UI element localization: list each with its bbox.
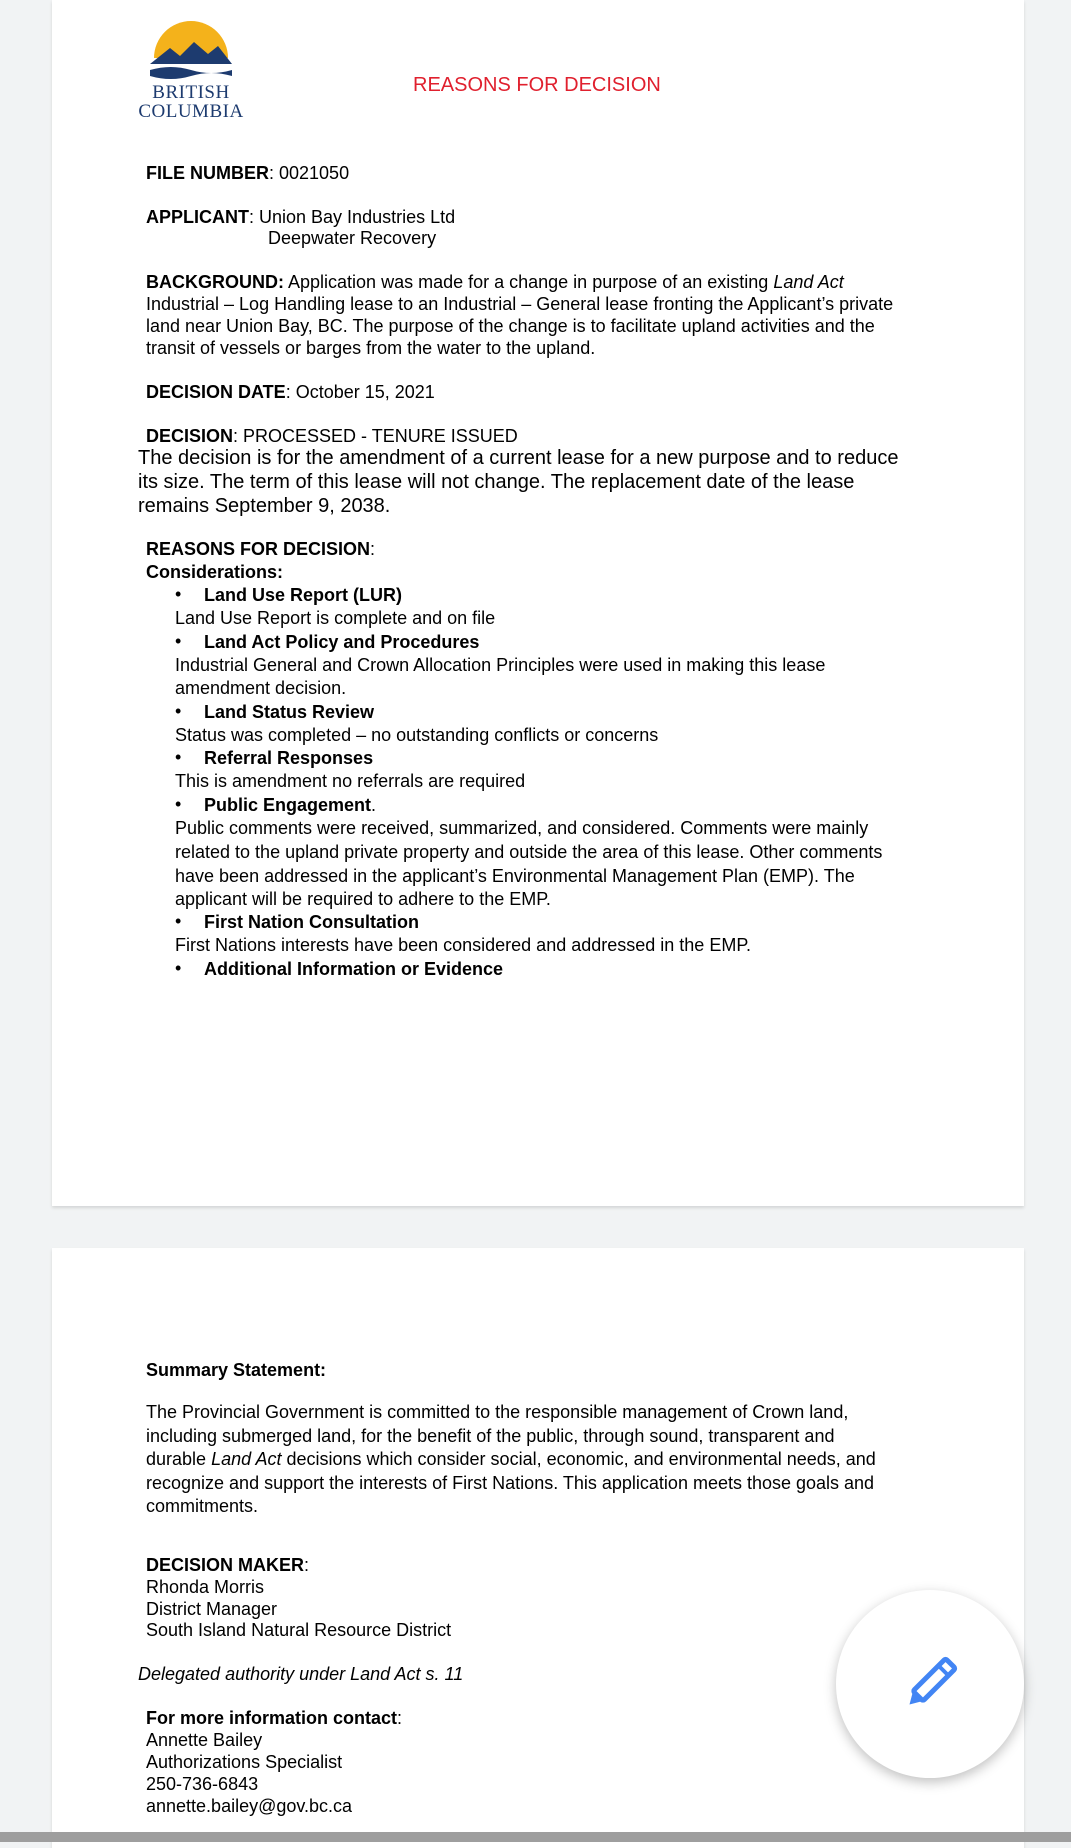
file-number-label: FILE NUMBER — [146, 163, 269, 183]
decision-date-label: DECISION DATE — [146, 382, 286, 402]
considerations-heading: Considerations: — [146, 562, 284, 582]
consideration-text: Land Use Report is complete and on file — [175, 608, 496, 628]
summary-line-4: recognize and support the interests of First Nations. This application meets those goals and — [146, 1473, 875, 1493]
decision-maker-heading: DECISION MAKER: — [146, 1555, 310, 1575]
applicant — [146, 206, 455, 228]
consideration-text: related to the upland private property and outside the area of this lease. Other comments — [175, 842, 883, 862]
background-label: BACKGROUND: — [146, 272, 284, 292]
bc-logo — [136, 20, 246, 122]
delegated-authority: Delegated authority under Land Act s. 11 — [138, 1664, 464, 1684]
decision-date — [146, 381, 435, 403]
bullet-icon: • — [175, 584, 182, 604]
bullet-icon: • — [175, 794, 182, 814]
consideration-text: Industrial General and Crown Allocation Principles were used in making this lease — [175, 655, 826, 675]
bullet-icon: • — [175, 701, 182, 721]
decision-label: DECISION — [146, 426, 234, 446]
consideration-text: This is amendment no referrals are required — [175, 771, 526, 791]
file-number-value: : 0021050 — [269, 163, 350, 183]
consideration-text: applicant will be required to adhere to the EMP. — [175, 889, 551, 909]
background-line-1: BACKGROUND: Application was made for a change in purpose of an existing Land Act — [146, 272, 844, 292]
contact-title: Authorizations Specialist — [146, 1752, 343, 1772]
background-line-3: land near Union Bay, BC. The purpose of the change is to facilitate upland activities and the — [146, 316, 875, 336]
decision-line-2: its size. The term of this lease will not change. The replacement date of the lease — [138, 471, 855, 493]
summary-line-2: including submerged land, for the benefit of the public, through sound, transparent and — [146, 1426, 835, 1446]
summary-line-3: durable Land Act decisions which consider social, economic, and environmental needs, and — [146, 1449, 876, 1469]
reasons-heading: REASONS FOR DECISION: — [146, 539, 376, 559]
contact-email[interactable]: annette.bailey@gov.bc.ca — [146, 1796, 353, 1816]
decision-value: : PROCESSED - TENURE ISSUED — [233, 426, 518, 446]
decision-line-3: remains September 9, 2038. — [138, 495, 391, 517]
consideration-title: Additional Information or Evidence — [204, 959, 504, 979]
contact-heading: For more information contact: — [146, 1708, 403, 1728]
bullet-icon: • — [175, 747, 182, 767]
document-page-1 — [52, 0, 1024, 1206]
contact-name: Annette Bailey — [146, 1730, 263, 1750]
bullet-icon: • — [175, 631, 182, 651]
bullet-icon: • — [175, 911, 182, 931]
applicant-line-2: Deepwater Recovery — [268, 228, 437, 248]
consideration-text: amendment decision. — [175, 678, 347, 698]
decision-maker-name: Rhonda Morris — [146, 1577, 265, 1597]
decision-maker-district: South Island Natural Resource District — [146, 1620, 452, 1640]
contact-phone: 250-736-6843 — [146, 1774, 259, 1794]
decision-date-value: : October 15, 2021 — [285, 382, 435, 402]
consideration-title: Land Act Policy and Procedures — [204, 632, 480, 652]
bottom-scroll-bar — [0, 1832, 1071, 1842]
file-number — [146, 162, 349, 184]
consideration-text: Public comments were received, summarized, and considered. Comments were mainly — [175, 818, 869, 838]
consideration-text: First Nations interests have been considered and addressed in the EMP. — [175, 935, 751, 955]
consideration-text: have been addressed in the applicant’s Environmental Management Plan (EMP). The — [175, 866, 855, 886]
edit-fab-button[interactable] — [836, 1590, 1024, 1778]
consideration-title: Land Use Report (LUR) — [204, 585, 402, 605]
consideration-title: Land Status Review — [204, 702, 375, 722]
consideration-text: Status was completed – no outstanding conflicts or concerns — [175, 725, 659, 745]
decision-line-1: The decision is for the amendment of a current lease for a new purpose and to reduce — [138, 447, 899, 469]
summary-line-5: commitments. — [146, 1496, 259, 1516]
decision-maker-title: District Manager — [146, 1599, 278, 1619]
decision — [146, 425, 518, 447]
pencil-icon — [895, 1649, 965, 1719]
consideration-title: Public Engagement. — [204, 795, 377, 815]
doc-title: REASONS FOR DECISION — [413, 74, 661, 96]
applicant-line-1: : Union Bay Industries Ltd — [249, 207, 456, 227]
summary-line-1: The Provincial Government is committed to the responsible management of Crown land, — [146, 1402, 849, 1422]
bc-sun-mountains-icon — [136, 20, 246, 80]
summary-heading: Summary Statement: — [146, 1360, 327, 1380]
bullet-icon: • — [175, 958, 182, 978]
background-line-4: transit of vessels or barges from the water to the upland. — [146, 338, 596, 358]
consideration-title: Referral Responses — [204, 748, 374, 768]
logo-line-columbia: COLUMBIA — [138, 101, 244, 122]
background-line-2: Industrial – Log Handling lease to an Industrial – General lease fronting the Applicant’s private — [146, 294, 894, 314]
consideration-title: First Nation Consultation — [204, 912, 419, 932]
applicant-label: APPLICANT — [146, 207, 249, 227]
logo-line-british: BRITISH — [152, 82, 230, 103]
